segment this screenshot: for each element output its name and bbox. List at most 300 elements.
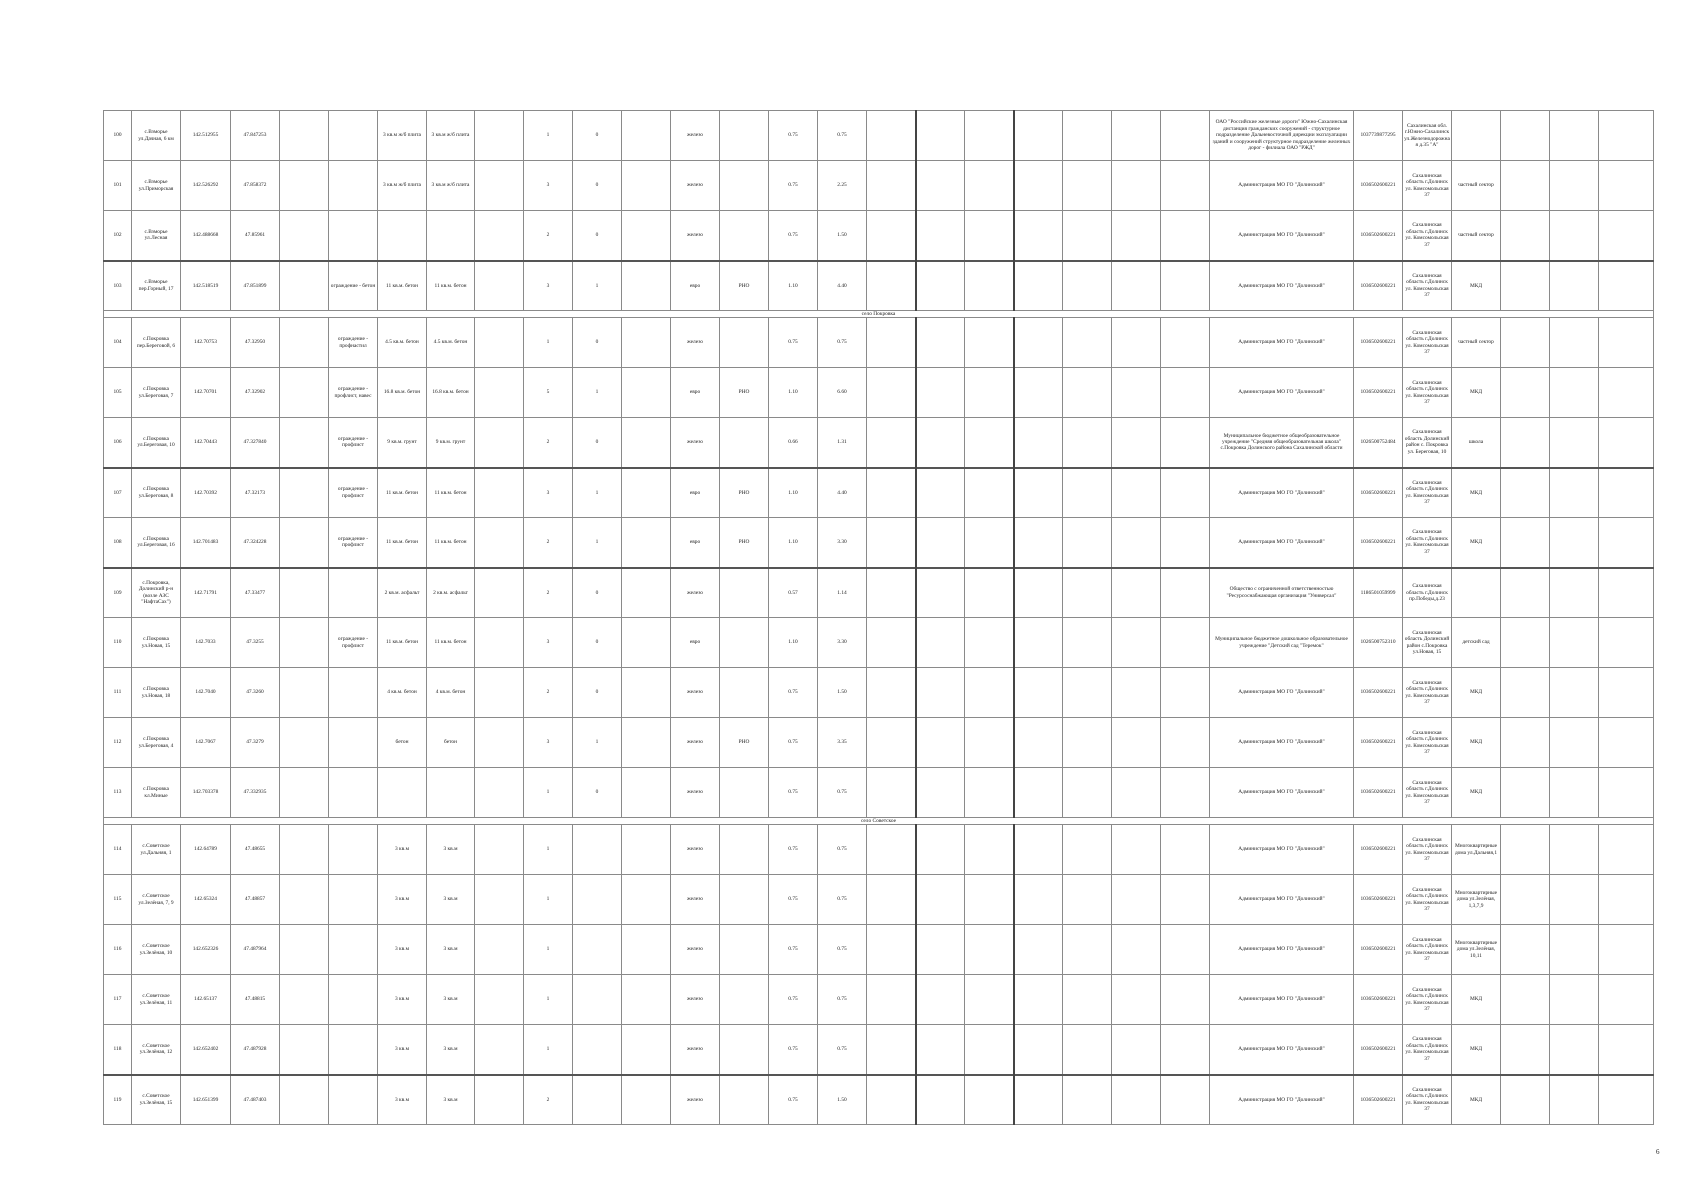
cell-empty: [280, 875, 329, 925]
cell-empty: [867, 975, 916, 1025]
cell-owner-ogrn: 1036502600221: [1354, 768, 1403, 818]
cell-empty: [1161, 975, 1210, 1025]
cell-empty: [1112, 825, 1161, 875]
cell-container-type: РНО: [720, 468, 769, 518]
cell-surface: 3 кв.м ж/б плита: [378, 161, 427, 211]
cell-owner-ogrn: 1036502600221: [1354, 925, 1403, 975]
cell-row-number: 106: [104, 418, 132, 468]
cell-row-number: 116: [104, 925, 132, 975]
cell-empty: [965, 718, 1014, 768]
cell-address: с.Советское ул.Зелёная, 10: [132, 925, 181, 975]
cell-latitude: 47.847253: [231, 111, 280, 161]
cell-latitude: 47.85961: [231, 211, 280, 261]
cell-empty: [1063, 161, 1112, 211]
cell-empty: [1014, 825, 1063, 875]
cell-empty: [867, 925, 916, 975]
cell-total-volume: 4.40: [818, 261, 867, 311]
cell-owner-ogrn: 1036502600221: [1354, 718, 1403, 768]
table-row: [104, 161, 1654, 211]
cell-empty: [280, 825, 329, 875]
cell-empty: [965, 111, 1014, 161]
cell-surface: бетон: [378, 718, 427, 768]
cell-empty: [1112, 975, 1161, 1025]
cell-empty: [1550, 718, 1599, 768]
cell-latitude: 47.3255: [231, 618, 280, 668]
cell-longitude: 142.703378: [181, 768, 231, 818]
cell-empty: [475, 668, 524, 718]
cell-empty: [1550, 825, 1599, 875]
cell-fence-type: [329, 718, 378, 768]
cell-empty: [622, 975, 671, 1025]
cell-empty: [1063, 518, 1112, 568]
cell-empty: [1112, 925, 1161, 975]
cell-surface: 3 кв.м ж/б плита: [378, 111, 427, 161]
cell-surface: 4 кв.м. бетон: [378, 668, 427, 718]
cell-empty: [475, 111, 524, 161]
cell-empty: [1550, 568, 1599, 618]
cell-empty: [916, 618, 965, 668]
cell-owner-name: Администрация МО ГО "Долинский": [1210, 318, 1354, 368]
cell-empty: [1599, 875, 1654, 925]
cell-address: с.Покровка ул.Новая, 18: [132, 668, 181, 718]
cell-owner-ogrn: 1036502600221: [1354, 668, 1403, 718]
cell-container-volume: 1.10: [769, 261, 818, 311]
cell-bunker-count: [573, 875, 622, 925]
cell-empty: [280, 468, 329, 518]
cell-empty: [867, 568, 916, 618]
cell-empty: [1161, 875, 1210, 925]
section-title: село Советское: [104, 818, 1654, 825]
cell-row-number: 117: [104, 975, 132, 1025]
cell-waste-source: [1452, 111, 1501, 161]
cell-area: бетон: [427, 718, 475, 768]
cell-area: 4.5 кв.м. бетон: [427, 318, 475, 368]
cell-empty: [916, 261, 965, 311]
cell-empty: [1014, 211, 1063, 261]
cell-surface: 16.8 кв.м. бетон: [378, 368, 427, 418]
cell-total-volume: 4.40: [818, 468, 867, 518]
cell-area: 11 кв.м. бетон: [427, 518, 475, 568]
cell-longitude: 142.70392: [181, 468, 231, 518]
cell-owner-ogrn: 1036502600221: [1354, 161, 1403, 211]
cell-empty: [1501, 925, 1550, 975]
cell-empty: [1112, 468, 1161, 518]
cell-container-type: [720, 111, 769, 161]
cell-fence-type: [329, 975, 378, 1025]
cell-empty: [280, 975, 329, 1025]
cell-total-volume: 1.14: [818, 568, 867, 618]
cell-latitude: 47.3279: [231, 718, 280, 768]
cell-empty: [475, 468, 524, 518]
cell-empty: [1063, 318, 1112, 368]
table-row: [104, 468, 1654, 518]
cell-empty: [475, 618, 524, 668]
cell-containers-count: 2: [524, 568, 573, 618]
cell-material: евро: [671, 468, 720, 518]
cell-material: железо: [671, 875, 720, 925]
cell-empty: [1014, 518, 1063, 568]
cell-material: железо: [671, 718, 720, 768]
cell-empty: [1014, 668, 1063, 718]
cell-fence-type: [329, 925, 378, 975]
cell-empty: [1501, 518, 1550, 568]
cell-total-volume: 0.75: [818, 975, 867, 1025]
cell-empty: [965, 518, 1014, 568]
cell-total-volume: 3.30: [818, 518, 867, 568]
cell-empty: [1112, 211, 1161, 261]
cell-row-number: 114: [104, 825, 132, 875]
cell-empty: [1063, 718, 1112, 768]
cell-empty: [622, 468, 671, 518]
cell-empty: [622, 518, 671, 568]
cell-container-volume: 0.75: [769, 1075, 818, 1125]
cell-empty: [1599, 211, 1654, 261]
cell-empty: [965, 668, 1014, 718]
cell-containers-count: 1: [524, 875, 573, 925]
cell-owner-name: Администрация МО ГО "Долинский": [1210, 925, 1354, 975]
cell-owner-address: Сахалинская область г.Долинск ул. Комсомольская 37: [1403, 1075, 1452, 1125]
cell-empty: [475, 318, 524, 368]
cell-empty: [475, 161, 524, 211]
cell-empty: [867, 318, 916, 368]
cell-container-volume: 0.75: [769, 211, 818, 261]
cell-owner-address: Сахалинская область г.Долинск ул. Комсомольская 37: [1403, 161, 1452, 211]
cell-row-number: 104: [104, 318, 132, 368]
cell-empty: [475, 518, 524, 568]
cell-total-volume: 6.60: [818, 368, 867, 418]
cell-empty: [965, 568, 1014, 618]
cell-empty: [916, 875, 965, 925]
cell-empty: [1112, 518, 1161, 568]
cell-address: с.Покровка ул.Береговая, 7: [132, 368, 181, 418]
cell-empty: [1161, 825, 1210, 875]
cell-empty: [280, 261, 329, 311]
cell-empty: [1599, 418, 1654, 468]
cell-empty: [965, 161, 1014, 211]
cell-fence-type: [329, 111, 378, 161]
cell-empty: [867, 718, 916, 768]
cell-surface: 9 кв.м. грунт: [378, 418, 427, 468]
cell-empty: [1550, 925, 1599, 975]
cell-longitude: 142.526292: [181, 161, 231, 211]
cell-empty: [1063, 618, 1112, 668]
cell-waste-source: детский сад: [1452, 618, 1501, 668]
cell-empty: [1599, 668, 1654, 718]
cell-container-volume: 0.75: [769, 925, 818, 975]
cell-empty: [1599, 825, 1654, 875]
cell-containers-count: 3: [524, 718, 573, 768]
cell-empty: [916, 418, 965, 468]
cell-fence-type: [329, 668, 378, 718]
cell-owner-address: Сахалинская область г.Долинск ул. Комсомольская 37: [1403, 368, 1452, 418]
cell-owner-ogrn: 1026500752484: [1354, 418, 1403, 468]
cell-total-volume: 3.30: [818, 618, 867, 668]
cell-empty: [1501, 468, 1550, 518]
cell-empty: [475, 568, 524, 618]
cell-owner-name: Администрация МО ГО "Долинский": [1210, 668, 1354, 718]
cell-empty: [965, 418, 1014, 468]
cell-empty: [1161, 768, 1210, 818]
cell-owner-name: Администрация МО ГО "Долинский": [1210, 825, 1354, 875]
cell-address: с.Покровка ул.Береговая, 16: [132, 518, 181, 568]
cell-empty: [1599, 1075, 1654, 1125]
cell-bunker-count: 0: [573, 568, 622, 618]
cell-bunker-count: 0: [573, 318, 622, 368]
cell-empty: [1112, 568, 1161, 618]
cell-empty: [1112, 668, 1161, 718]
section-header-row: [104, 311, 1654, 318]
table-row: [104, 1025, 1654, 1075]
cell-owner-address: Сахалинская область г.Долинск ул. Комсомольская 37: [1403, 718, 1452, 768]
cell-bunker-count: 0: [573, 618, 622, 668]
cell-surface: 3 кв.м: [378, 1025, 427, 1075]
cell-empty: [1112, 161, 1161, 211]
cell-owner-ogrn: 1036502600221: [1354, 368, 1403, 418]
cell-row-number: 115: [104, 875, 132, 925]
cell-surface: 3 кв.м: [378, 975, 427, 1025]
cell-material: железо: [671, 161, 720, 211]
cell-empty: [622, 161, 671, 211]
cell-fence-type: [329, 825, 378, 875]
cell-empty: [280, 768, 329, 818]
cell-empty: [1014, 368, 1063, 418]
cell-empty: [1599, 318, 1654, 368]
cell-empty: [1014, 875, 1063, 925]
cell-empty: [1112, 875, 1161, 925]
cell-row-number: 118: [104, 1025, 132, 1075]
cell-empty: [1112, 418, 1161, 468]
cell-empty: [965, 468, 1014, 518]
cell-latitude: 47.32950: [231, 318, 280, 368]
cell-container-type: РНО: [720, 518, 769, 568]
cell-surface: 3 кв.м: [378, 1075, 427, 1125]
cell-area: 11 кв.м. бетон: [427, 468, 475, 518]
cell-latitude: 47.332935: [231, 768, 280, 818]
cell-owner-name: Администрация МО ГО "Долинский": [1210, 211, 1354, 261]
cell-owner-address: Сахалинская область г.Долинск ул. Комсомольская 37: [1403, 1025, 1452, 1075]
cell-empty: [622, 668, 671, 718]
cell-containers-count: 2: [524, 418, 573, 468]
cell-row-number: 101: [104, 161, 132, 211]
cell-empty: [1161, 468, 1210, 518]
cell-empty: [622, 568, 671, 618]
cell-empty: [622, 768, 671, 818]
cell-container-type: [720, 668, 769, 718]
cell-address: с.Взморье пер.Горный, 17: [132, 261, 181, 311]
cell-longitude: 142.71791: [181, 568, 231, 618]
cell-owner-name: Администрация МО ГО "Долинский": [1210, 161, 1354, 211]
table-row: [104, 975, 1654, 1025]
cell-total-volume: 0.75: [818, 925, 867, 975]
cell-container-type: [720, 161, 769, 211]
cell-container-volume: 1.10: [769, 518, 818, 568]
cell-empty: [1550, 1075, 1599, 1125]
cell-material: железо: [671, 825, 720, 875]
cell-empty: [622, 1075, 671, 1125]
waste-sites-table: [103, 110, 1654, 1125]
cell-empty: [1014, 318, 1063, 368]
cell-empty: [280, 925, 329, 975]
cell-address: с.Покровка ул.Береговая, 10: [132, 418, 181, 468]
cell-owner-name: Администрация МО ГО "Долинский": [1210, 261, 1354, 311]
cell-longitude: 142.512955: [181, 111, 231, 161]
cell-empty: [280, 518, 329, 568]
cell-empty: [1599, 368, 1654, 418]
cell-empty: [1014, 975, 1063, 1025]
cell-empty: [1161, 618, 1210, 668]
cell-empty: [916, 211, 965, 261]
cell-material: железо: [671, 668, 720, 718]
cell-empty: [1161, 568, 1210, 618]
cell-row-number: 111: [104, 668, 132, 718]
cell-empty: [280, 1025, 329, 1075]
cell-address: с.Покровка кл.Миные: [132, 768, 181, 818]
cell-waste-source: школа: [1452, 418, 1501, 468]
cell-empty: [965, 875, 1014, 925]
cell-empty: [280, 111, 329, 161]
section-title: село Покровка: [104, 311, 1654, 318]
cell-empty: [867, 618, 916, 668]
cell-container-volume: 0.75: [769, 668, 818, 718]
cell-containers-count: 2: [524, 1075, 573, 1125]
cell-empty: [1501, 418, 1550, 468]
cell-fence-type: [329, 1075, 378, 1125]
cell-container-volume: 0.75: [769, 875, 818, 925]
cell-owner-address: Сахалинская область г.Долинск ул. Комсомольская 37: [1403, 468, 1452, 518]
cell-empty: [965, 318, 1014, 368]
cell-row-number: 102: [104, 211, 132, 261]
cell-waste-source: частный сектор: [1452, 318, 1501, 368]
cell-container-type: [720, 1025, 769, 1075]
cell-longitude: 142.652402: [181, 1025, 231, 1075]
cell-empty: [1550, 768, 1599, 818]
cell-empty: [1501, 975, 1550, 1025]
cell-material: евро: [671, 261, 720, 311]
cell-owner-name: Администрация МО ГО "Долинский": [1210, 1025, 1354, 1075]
cell-empty: [280, 1075, 329, 1125]
cell-row-number: 105: [104, 368, 132, 418]
cell-containers-count: 3: [524, 618, 573, 668]
cell-empty: [1014, 1075, 1063, 1125]
cell-empty: [1501, 161, 1550, 211]
cell-empty: [1063, 368, 1112, 418]
cell-bunker-count: 1: [573, 518, 622, 568]
cell-container-type: [720, 618, 769, 668]
cell-empty: [1161, 668, 1210, 718]
cell-bunker-count: 0: [573, 768, 622, 818]
cell-empty: [1550, 618, 1599, 668]
cell-longitude: 142.70753: [181, 318, 231, 368]
table-row: [104, 518, 1654, 568]
cell-empty: [1550, 111, 1599, 161]
cell-empty: [280, 568, 329, 618]
cell-empty: [867, 368, 916, 418]
cell-total-volume: 1.31: [818, 418, 867, 468]
cell-empty: [916, 718, 965, 768]
cell-fence-type: [329, 568, 378, 618]
cell-empty: [1014, 718, 1063, 768]
cell-surface: [378, 211, 427, 261]
cell-empty: [622, 1025, 671, 1075]
table-row: [104, 875, 1654, 925]
cell-empty: [965, 1075, 1014, 1125]
cell-empty: [1014, 925, 1063, 975]
cell-waste-source: МКД: [1452, 1075, 1501, 1125]
cell-empty: [1112, 1025, 1161, 1075]
cell-address: с.Советское ул.Зелёная, 12: [132, 1025, 181, 1075]
cell-empty: [1550, 975, 1599, 1025]
cell-material: железо: [671, 418, 720, 468]
cell-empty: [1063, 261, 1112, 311]
cell-empty: [622, 875, 671, 925]
cell-latitude: 47.858372: [231, 161, 280, 211]
cell-empty: [475, 768, 524, 818]
cell-empty: [1112, 618, 1161, 668]
cell-empty: [622, 261, 671, 311]
cell-empty: [475, 261, 524, 311]
cell-bunker-count: [573, 975, 622, 1025]
cell-empty: [1112, 318, 1161, 368]
cell-container-type: [720, 768, 769, 818]
cell-fence-type: ограждение - профлист, навес: [329, 368, 378, 418]
cell-container-type: [720, 418, 769, 468]
cell-address: с.Взморье ул.Лесная: [132, 211, 181, 261]
cell-container-type: [720, 318, 769, 368]
cell-empty: [280, 668, 329, 718]
cell-container-volume: 0.75: [769, 718, 818, 768]
cell-fence-type: [329, 1025, 378, 1075]
cell-fence-type: ограждение - профлист: [329, 618, 378, 668]
cell-owner-name: Муниципальное бюджетное общеобразовательное учреждение "Средняя общеобразовательная школа" с.Покровка Долинского района Сахалинской области: [1210, 418, 1354, 468]
cell-empty: [1063, 975, 1112, 1025]
cell-owner-name: Администрация МО ГО "Долинский": [1210, 368, 1354, 418]
cell-empty: [867, 875, 916, 925]
cell-longitude: 142.65137: [181, 975, 231, 1025]
cell-area: 11 кв.м. бетон: [427, 261, 475, 311]
cell-owner-address: Сахалинская область г.Долинск ул. Комсомольская 37: [1403, 925, 1452, 975]
cell-empty: [1112, 111, 1161, 161]
cell-empty: [1599, 518, 1654, 568]
cell-empty: [1550, 161, 1599, 211]
cell-container-type: РНО: [720, 718, 769, 768]
cell-row-number: 110: [104, 618, 132, 668]
cell-empty: [916, 825, 965, 875]
cell-total-volume: 2.25: [818, 161, 867, 211]
cell-area: 2 кв.м. асфальт: [427, 568, 475, 618]
cell-empty: [475, 875, 524, 925]
cell-empty: [867, 418, 916, 468]
cell-empty: [965, 618, 1014, 668]
cell-empty: [1063, 668, 1112, 718]
cell-owner-name: Администрация МО ГО "Долинский": [1210, 718, 1354, 768]
cell-fence-type: [329, 211, 378, 261]
cell-empty: [1599, 468, 1654, 518]
cell-row-number: 113: [104, 768, 132, 818]
cell-empty: [867, 161, 916, 211]
cell-empty: [916, 318, 965, 368]
cell-owner-ogrn: 1036502600221: [1354, 261, 1403, 311]
cell-empty: [965, 211, 1014, 261]
cell-surface: [378, 768, 427, 818]
cell-row-number: 107: [104, 468, 132, 518]
cell-empty: [1599, 111, 1654, 161]
cell-containers-count: 3: [524, 468, 573, 518]
cell-empty: [1161, 418, 1210, 468]
cell-row-number: 103: [104, 261, 132, 311]
cell-empty: [622, 211, 671, 261]
cell-fence-type: ограждение - профнастил: [329, 318, 378, 368]
cell-empty: [916, 468, 965, 518]
